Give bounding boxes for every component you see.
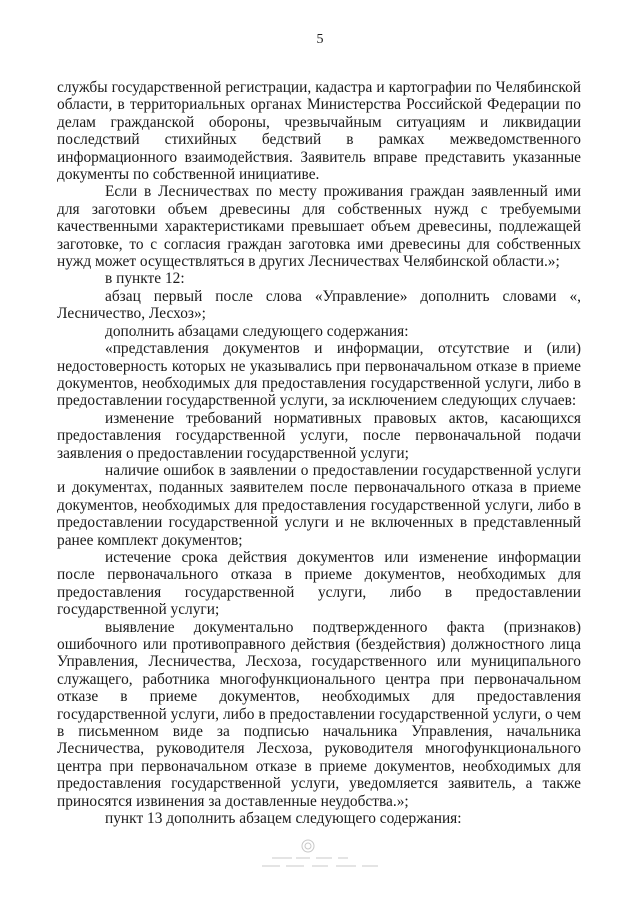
- faint-seal-stamp-icon: [252, 836, 388, 870]
- paragraph: Если в Лесничествах по месту проживания граждан заявленный ими для заготовки объем древесины для собственных нужд с требуемыми качественными характеристиками превышает объем древесины, подлежащей заготовке, то с согласия граждан заготовка ими древесины для собственных нужд может осуществляться в других Лесничествах Челябинской области.»;: [57, 183, 581, 271]
- paragraph: истечение срока действия документов или изменение информации после первоначального отказа в приеме документов, необходимых для предоставления государственной услуги, либо в предоставлении государственной услуги;: [57, 548, 581, 619]
- paragraph: службы государственной регистрации, кадастра и картографии по Челябинской области, в территориальных органах Министерства Российской Федерации по делам гражданской обороны, чрезвычайным ситуациям и ликвидации последствий стихийных бедствий в рамках межведомственного информационного взаимодействия. Заявитель вправе представить указанные документы по собственной инициативе.: [57, 79, 581, 184]
- paragraph: дополнить абзацами следующего содержания:: [105, 322, 409, 340]
- body-text: [57, 79, 581, 827]
- paragraph: наличие ошибок в заявлении о предоставлении государственной услуги и документах, поданных заявителем после первоначального отказа в приеме документов, необходимых для предоставления государственной услуги, либо в предоставлении государственной услуги и не включенных в представленный ранее комплект документов;: [57, 461, 581, 549]
- page-number: 5: [316, 32, 324, 47]
- paragraph: «представления документов и информации, отсутствие и (или) недостоверность которых не указывались при первоначальном отказе в приеме документов, необходимых для предоставления государственной услуги, либо в предоставлении государственной услуги, за исключением следующих случаев:: [57, 340, 581, 410]
- paragraph: в пункте 12:: [105, 270, 185, 288]
- paragraph: изменение требований нормативных правовых актов, касающихся предоставления государственной услуги, после первоначальной подачи заявления о предоставлении государственной услуги;: [57, 409, 581, 462]
- paragraph: абзац первый после слова «Управление» дополнить словами «, Лесничество, Лесхоз»;: [57, 287, 581, 323]
- paragraph: выявление документально подтвержденного факта (признаков) ошибочного или противоправного действия (бездействия) должностного лица Управления, Лесничества, Лесхоза, государственного или муниципального служащего, работника многофункционального центра при первоначальном отказе в приеме документов, необходимых для предоставления государственной услуги, либо в предоставлении государственной услуги, о чем в письменном виде за подписью начальника Управления, начальника Лесничества, руководителя Лесхоза, руководителя многофункционального центра при первоначальном отказе в приеме документов, необходимых для предоставления государственной услуги, уведомляется заявитель, а также приносятся извинения за доставленные неудобства.»;: [57, 618, 581, 810]
- paragraph: пункт 13 дополнить абзацем следующего содержания:: [105, 810, 462, 828]
